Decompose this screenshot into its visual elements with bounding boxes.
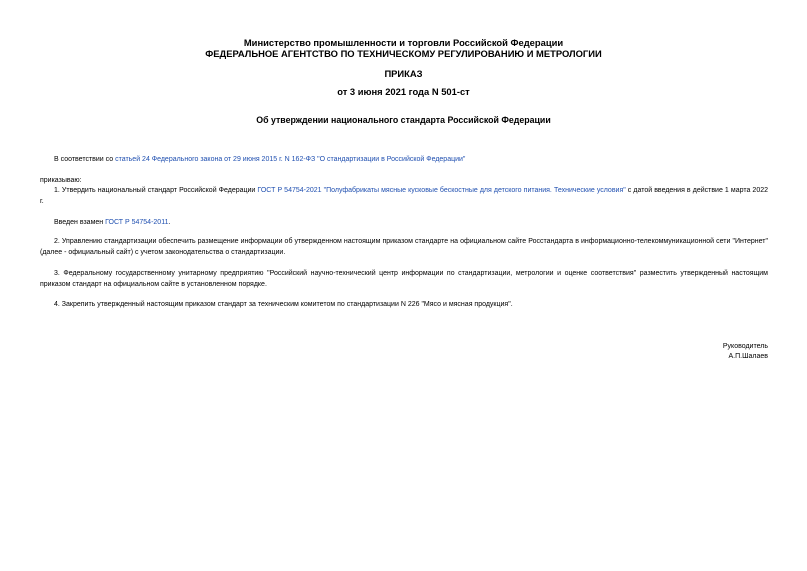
item-4-paragraph: 4. Закрепить утвержденный настоящим приказом стандарт за техническим комитетом по стандартизации N 226 "Мясо и мясная продукция".: [54, 301, 513, 308]
document-title: Об утверждении национального стандарта Российской Федерации: [256, 115, 551, 125]
item-2-paragraph: 2. Управлению стандартизации обеспечить размещение информации об утвержденном настоящим приказом стандарте на официальном сайте Росстандарта в информационно-телекоммуникационной сети "Интернет" (далее - официальный сайт) с учетом законодательства о стандартизации.: [40, 238, 768, 256]
preamble-text: В соответствии со: [54, 156, 116, 163]
ministry-name: Министерство промышленности и торговли Российской Федерации: [243, 37, 564, 48]
document-type: ПРИКАЗ: [384, 68, 423, 79]
item-3-paragraph: 3. Федеральному государственному унитарному предприятию "Российский научно-технический центр информации по стандартизации, метрологии и оценке соответствия" разместить утвержденный настоящим приказом стандарт на официальном сайте в установленном порядке.: [40, 270, 768, 288]
standard-gost-2011-link[interactable]: ГОСТ Р 54754-2011: [105, 219, 169, 226]
item-1-text-before: 1. Утвердить национальный стандарт Российской Федерации: [54, 187, 258, 194]
law-article-link[interactable]: статьей 24 Федерального закона от 29 июня 2015 г. N 162-ФЗ "О стандартизации в Российской Федерации": [115, 156, 466, 163]
item-1-text-after: с датой введения в действие 1 марта 2022 г.: [40, 187, 769, 205]
replaced-text-before: Введен взамен: [54, 219, 106, 226]
replaced-standard-paragraph: [40, 218, 768, 229]
order-date-number: от 3 июня 2021 года N 501-ст: [337, 86, 470, 97]
preamble-paragraph: [40, 155, 768, 166]
standard-gost-2021-link[interactable]: ГОСТ Р 54754-2021 "Полуфабрикаты мясные кусковые бескостные для детского питания. Технические условия": [257, 187, 626, 194]
agency-name: ФЕДЕРАЛЬНОЕ АГЕНТСТВО ПО ТЕХНИЧЕСКОМУ РЕГУЛИРОВАНИЮ И МЕТРОЛОГИИ: [205, 48, 602, 59]
signature-position: Руководитель: [722, 343, 768, 350]
order-word: приказываю:: [40, 177, 82, 184]
replaced-text-after: .: [168, 219, 171, 226]
item-1-paragraph: [40, 186, 768, 207]
signature-name: А.П.Шалаев: [728, 353, 768, 360]
